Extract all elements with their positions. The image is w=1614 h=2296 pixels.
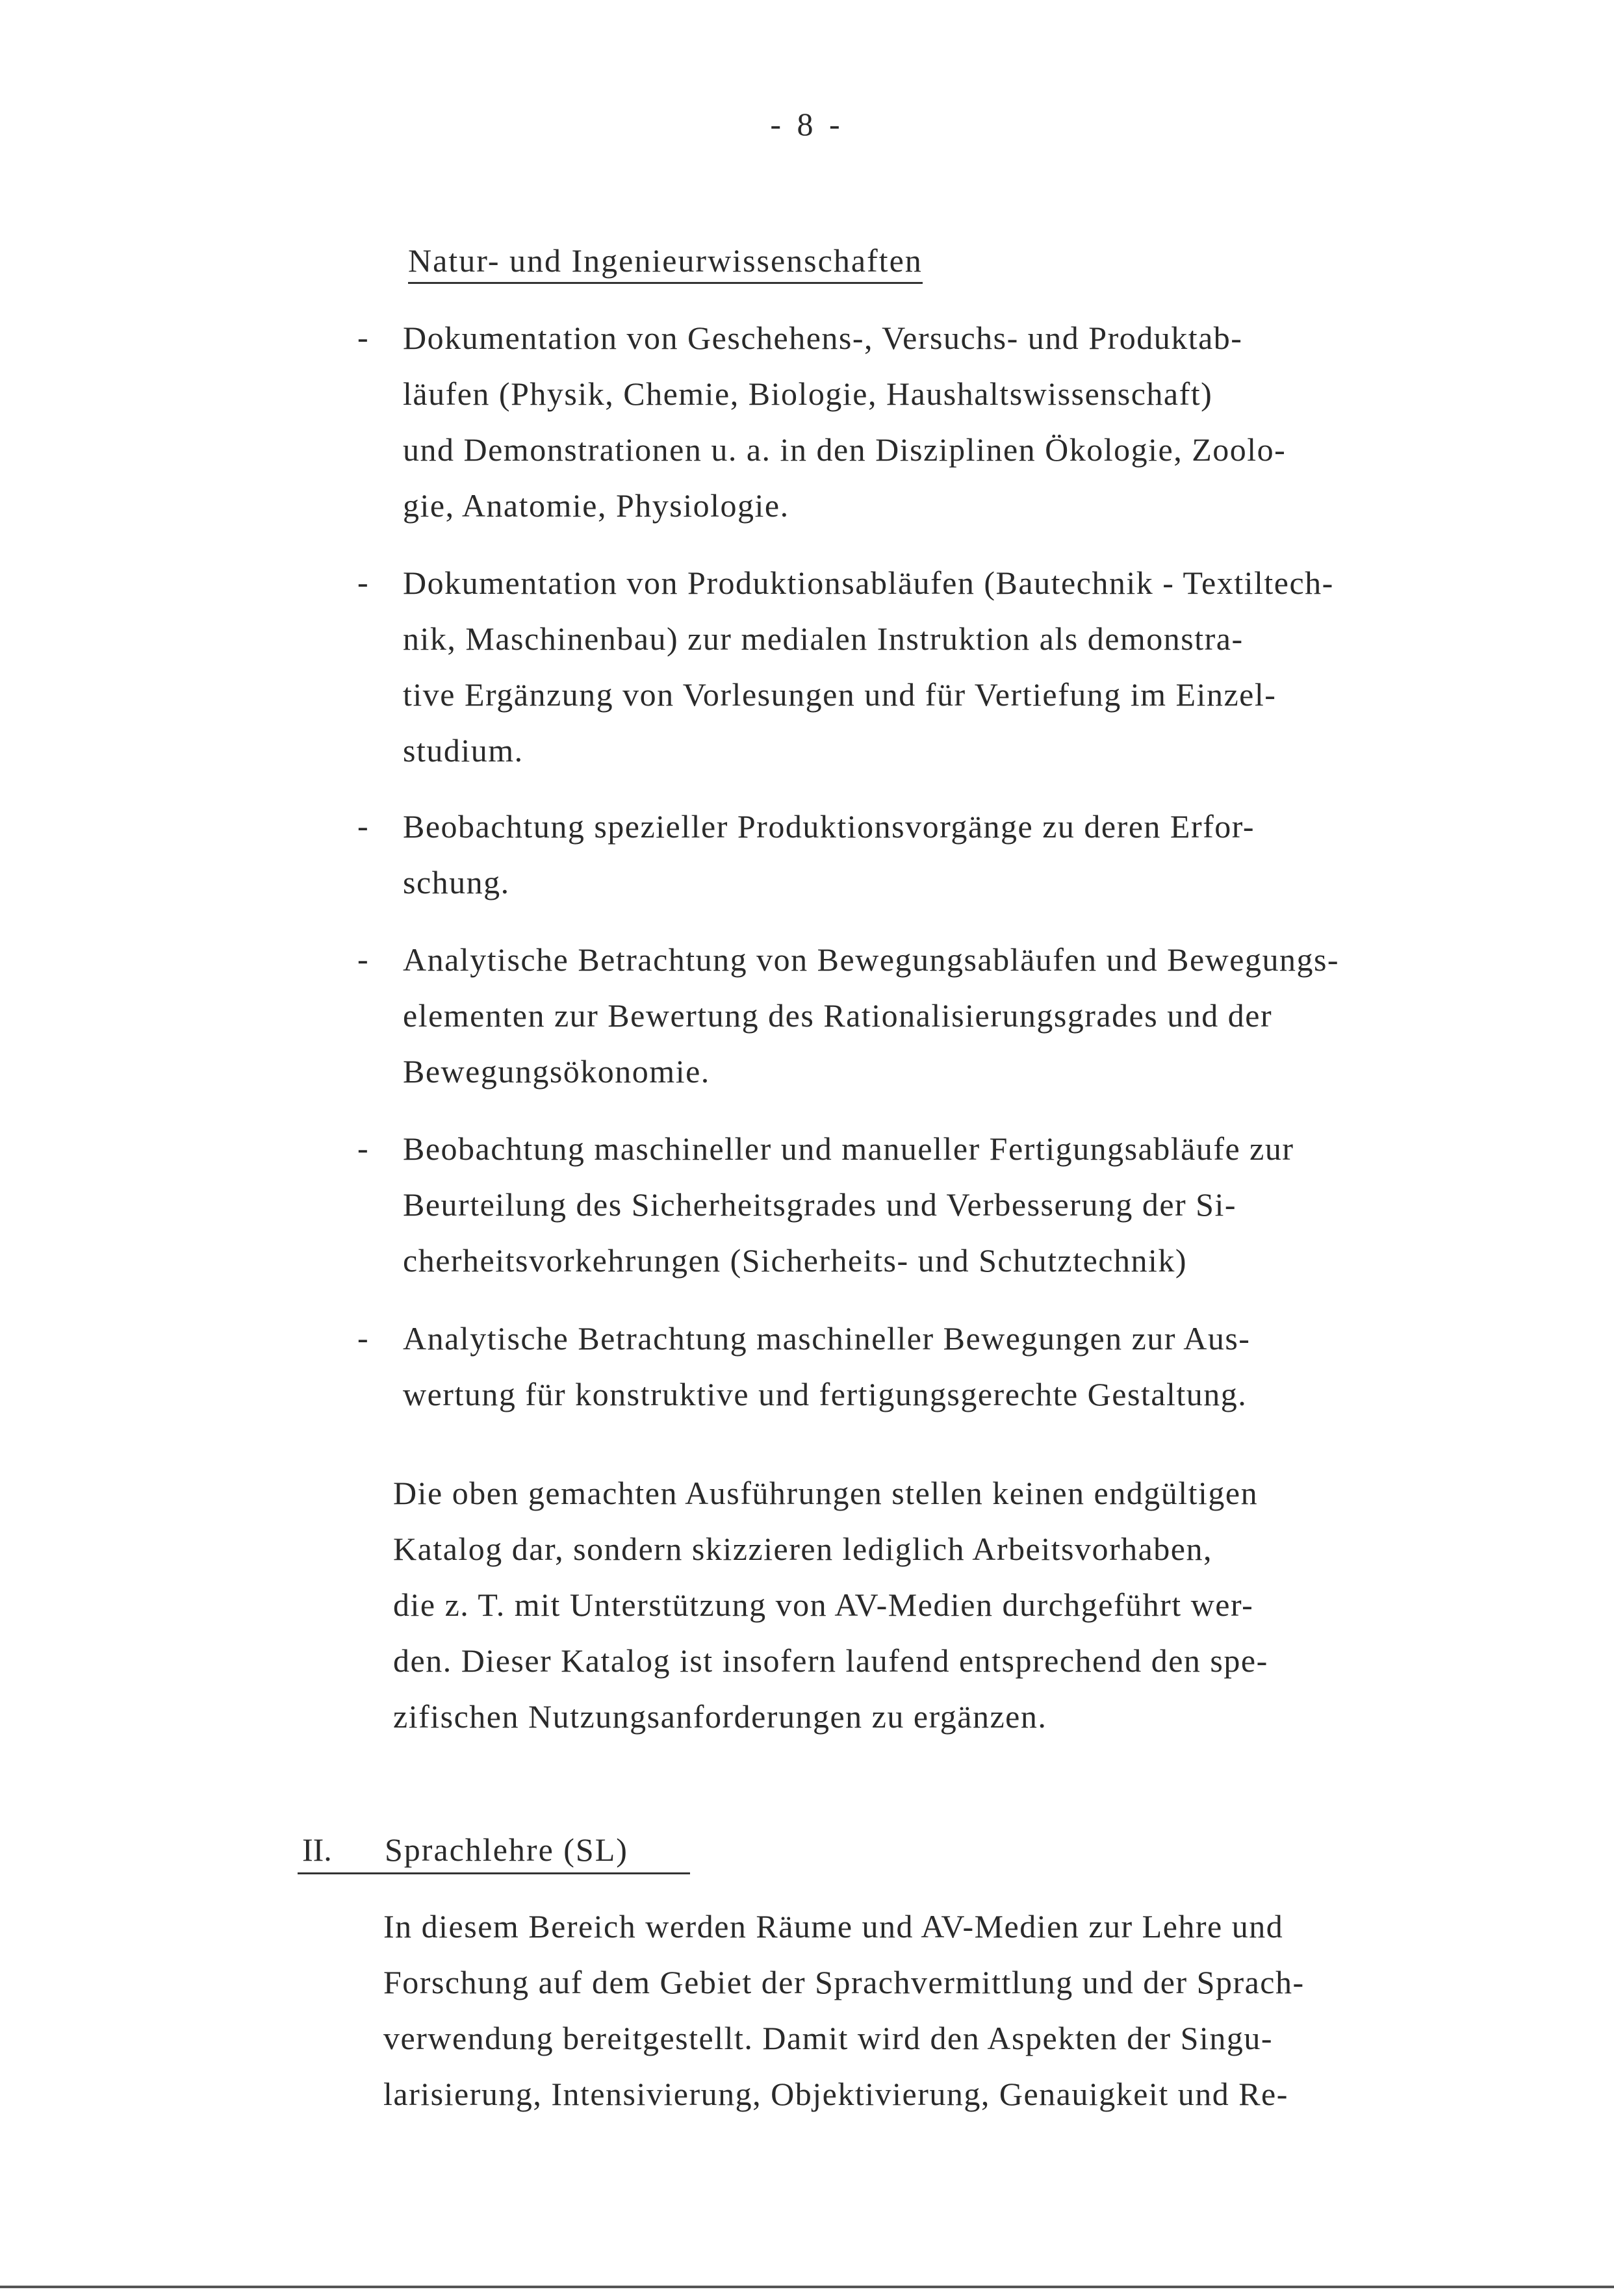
paragraph-line: Die oben gemachten Ausführungen stellen keinen endgültigen [393, 1475, 1259, 1511]
list-item-line: Dokumentation von Produktionsabläufen (Bautechnik - Textiltech- [403, 565, 1334, 601]
list-item-line: Beobachtung maschineller und manueller Fertigungsabläufe zur [403, 1130, 1294, 1167]
list-item-line: Analytische Betrachtung maschineller Bewegungen zur Aus- [403, 1320, 1251, 1357]
bullet-dash: - [357, 808, 368, 844]
list-item-line: und Demonstrationen u. a. in den Disziplinen Ökologie, Zoolo- [403, 431, 1287, 468]
list-item-line: cherheitsvorkehrungen (Sicherheits- und Schutztechnik) [403, 1242, 1188, 1279]
list-item-line: wertung für konstruktive und fertigungsgerechte Gestaltung. [403, 1376, 1248, 1412]
list-item-line: Beurteilung des Sicherheitsgrades und Verbesserung der Si- [403, 1186, 1237, 1223]
bullet-dash: - [357, 1130, 368, 1166]
bullet-dash: - [357, 941, 368, 977]
paragraph-line: larisierung, Intensivierung, Objektivierung, Genauigkeit und Re- [383, 2076, 1288, 2112]
paragraph-line: zifischen Nutzungsanforderungen zu ergänzen. [393, 1698, 1047, 1735]
paragraph-line: Katalog dar, sondern skizzieren lediglich Arbeitsvorhaben, [393, 1531, 1212, 1567]
page-number: - 8 - [770, 106, 844, 142]
list-item-line: schung. [403, 864, 510, 900]
paragraph-line: In diesem Bereich werden Räume und AV-Medien zur Lehre und [383, 1908, 1284, 1945]
paragraph-line: die z. T. mit Unterstützung von AV-Medien durchgeführt wer- [393, 1587, 1254, 1623]
paragraph-line: Forschung auf dem Gebiet der Sprachvermittlung und der Sprach- [383, 1964, 1305, 2000]
page-bottom-edge [0, 2286, 1614, 2288]
list-item-line: Bewegungsökonomie. [403, 1053, 710, 1090]
bullet-dash: - [357, 1320, 368, 1356]
section-heading-natur: Natur- und Ingenieurwissenschaften [408, 242, 923, 284]
list-item-line: studium. [403, 732, 524, 769]
list-item-line: Analytische Betrachtung von Bewegungsabläufen und Bewegungs- [403, 941, 1340, 978]
bullet-dash: - [357, 564, 368, 600]
list-item-line: läufen (Physik, Chemie, Biologie, Haushaltswissenschaft) [403, 376, 1213, 412]
list-item-line: elementen zur Bewertung des Rationalisierungsgrades und der [403, 997, 1273, 1034]
list-item-line: Beobachtung spezieller Produktionsvorgänge zu deren Erfor- [403, 808, 1255, 845]
bullet-dash: - [357, 319, 368, 355]
paragraph-line: den. Dieser Katalog ist insofern laufend entsprechend den spe- [393, 1642, 1268, 1679]
paragraph-line: verwendung bereitgestellt. Damit wird den Aspekten der Singu- [383, 2020, 1273, 2056]
list-item-line: gie, Anatomie, Physiologie. [403, 487, 789, 524]
list-item-line: nik, Maschinenbau) zur medialen Instruktion als demonstra- [403, 620, 1244, 657]
list-item-line: tive Ergänzung von Vorlesungen und für Vertiefung im Einzel- [403, 676, 1277, 713]
section-underline [298, 1872, 690, 1874]
list-item-line: Dokumentation von Geschehens-, Versuchs- und Produktab- [403, 320, 1243, 356]
section-number: II. [302, 1831, 332, 1868]
section-title-sprachlehre: Sprachlehre (SL) [385, 1831, 628, 1868]
